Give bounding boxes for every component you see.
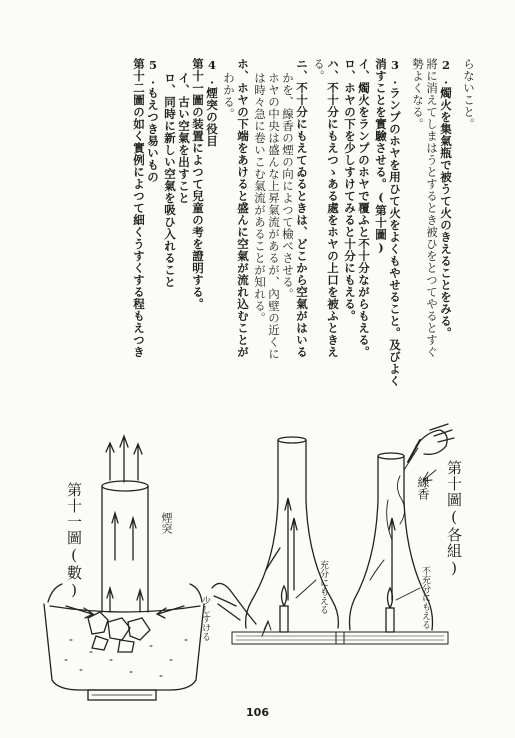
text-line: 將に消えてしまはうとするとき被ひをとつてやるとすぐ (425, 58, 439, 358)
text-line: 5.もえつき易いもの (146, 58, 160, 183)
figure-11-caption: 第十一圖(數) (65, 482, 83, 600)
text-line: イ、古い空氣を出すこと (177, 72, 191, 204)
text-line: 第十一圖の装置によつて兒童の考を證明する。 (191, 58, 205, 310)
lamp-figure-right (336, 424, 454, 644)
figure-10-caption: 第十圖(各組) (445, 460, 463, 578)
chimney-label: 煙突 (160, 512, 173, 534)
text-line: ロ、ホヤの下を少しすけてみると十分にもえる。 (343, 58, 357, 322)
text-line: 消すことを實驗させる。(第十圖) (374, 58, 388, 255)
text-line: ホヤの中央は盛んな上昇氣流があるが、內壁の近くに (267, 72, 281, 360)
text-line: る。 (312, 58, 326, 82)
text-line: ニ、不十分にもえてゐるときは、どこから空氣がはいる (295, 58, 309, 358)
text-line: らないこと。 (462, 58, 476, 130)
text-line: 勢よくなる。 (411, 58, 425, 130)
text-line: 2.燭火を集氣瓶で被うて火のきえることをみる。 (439, 58, 453, 339)
text-line: 3.ランプのホヤを用ひて火をよくもやせること。及びよく (388, 58, 402, 387)
text-line: わかる。 (222, 72, 236, 120)
text-line: ホ、ホヤの下端をあけると盛んに空氣が流れ込むことが (236, 58, 250, 358)
text-line: ロ、同時に新しい空氣を吸ひ入れること (163, 72, 177, 288)
page-number: 106 (246, 706, 269, 719)
incense-label: 線香 (416, 476, 430, 500)
label-insufficient: 不充分にもえる (420, 566, 430, 629)
text-line: 第十二圖の如く實例によつて細くうすくする程もえつき (132, 58, 146, 358)
text-line: は時々急に卷いこむ氣流があることが知れる。 (253, 72, 267, 324)
text-line: かを、線香の煙の向によつて檢べさせる。 (281, 72, 295, 300)
label-sufficient: 充分にもえる (318, 560, 328, 614)
text-line: 4.煙突の役目 (205, 58, 219, 147)
text-line: イ、燭火をランプのホヤで覆ふと不十分ながらもえる。 (357, 58, 371, 358)
text-line: ハ、不十分にもえつゝある處をホヤの上口を被ふときえ (326, 58, 340, 358)
label-lift: 少しすける (200, 596, 210, 641)
